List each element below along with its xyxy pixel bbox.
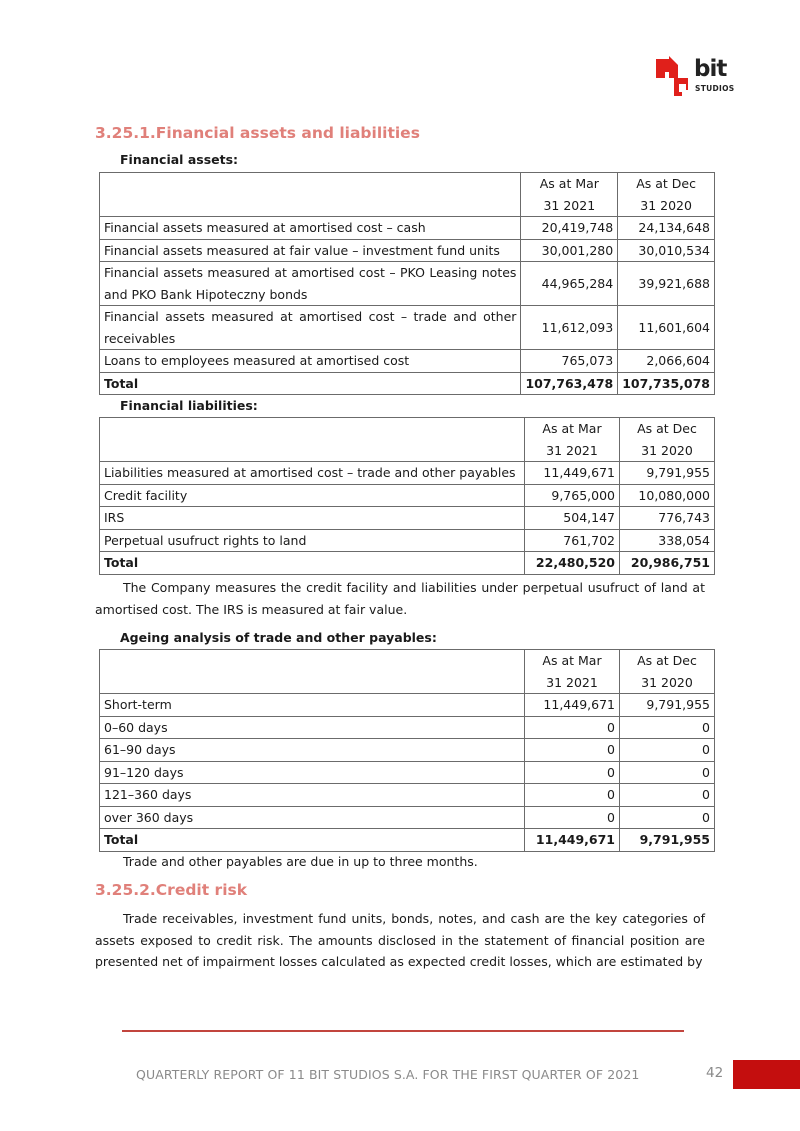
ageing-analysis-label: Ageing analysis of trade and other payables:: [120, 630, 437, 645]
paragraph-measurement-note: The Company measures the credit facility and liabilities under perpetual usufruct of land at amortised cost. The IRS is measured at fair value.: [95, 580, 705, 617]
header-blank: [100, 173, 521, 217]
section-heading-financial-assets-liabilities: 3.25.1.Financial assets and liabilities: [95, 124, 420, 142]
table-row: Liabilities measured at amortised cost – trade and other payables 11,449,671 9,791,955: [100, 462, 715, 485]
header-blank: [100, 650, 525, 694]
header-col-dec-2020: As at Dec 31 2020: [618, 173, 715, 217]
header-col-mar-2021: As at Mar 31 2021: [521, 173, 618, 217]
table-total-row: Total 107,763,478 107,735,078: [100, 372, 715, 395]
table-row: 91–120 days 0 0: [100, 761, 715, 784]
header-blank: [100, 418, 525, 462]
table-total-row: Total 11,449,671 9,791,955: [100, 829, 715, 852]
footer-divider: [122, 1030, 684, 1032]
logo-subtext: STUDIOS: [695, 84, 735, 93]
financial-liabilities-label: Financial liabilities:: [120, 398, 258, 413]
table-row: 0–60 days 0 0: [100, 716, 715, 739]
table-row: Financial assets measured at fair value – investment fund units 30,001,280 30,010,534: [100, 239, 715, 262]
table-row: Short-term 11,449,671 9,791,955: [100, 694, 715, 717]
table-row: Perpetual usufruct rights to land 761,702 338,054: [100, 529, 715, 552]
page-marker-bar: [733, 1060, 800, 1089]
ageing-analysis-table: [99, 649, 715, 852]
paragraph-payables-due: Trade and other payables are due in up to three months.: [123, 854, 478, 869]
table-row: 61–90 days 0 0: [100, 739, 715, 762]
table-row: Credit facility 9,765,000 10,080,000: [100, 484, 715, 507]
section-heading-credit-risk: 3.25.2.Credit risk: [95, 881, 248, 899]
header-col-mar-2021: As at Mar 31 2021: [525, 650, 620, 694]
table-header-row: [100, 173, 715, 217]
logo-wordmark: bit: [694, 56, 727, 82]
table-row: over 360 days 0 0: [100, 806, 715, 829]
table-header-row: [100, 418, 715, 462]
table-header-row: [100, 650, 715, 694]
header-col-dec-2020: As at Dec 31 2020: [620, 650, 715, 694]
financial-assets-label: Financial assets:: [120, 152, 239, 167]
footer-report-title: QUARTERLY REPORT OF 11 BIT STUDIOS S.A. FOR THE FIRST QUARTER OF 2021: [136, 1067, 640, 1082]
paragraph-credit-risk: Trade receivables, investment fund units, bonds, notes, and cash are the key categories of assets exposed to credit risk. The amounts disclosed in the statement of financial position are presented net of impairment losses calculated as expected credit losses, which are estimated by: [95, 911, 705, 969]
table-row: Financial assets measured at amortised cost – trade and other receivables 11,612,093 11,601,604: [100, 306, 715, 350]
header-col-mar-2021: As at Mar 31 2021: [525, 418, 620, 462]
financial-liabilities-table: [99, 417, 715, 575]
table-row: Financial assets measured at amortised cost – cash 20,419,748 24,134,648: [100, 217, 715, 240]
page-number: 42: [706, 1065, 724, 1081]
table-row: Financial assets measured at amortised cost – PKO Leasing notes and PKO Bank Hipoteczny bonds 44,965,284 39,921,688: [100, 262, 715, 306]
financial-assets-table: [99, 172, 715, 395]
table-row: 121–360 days 0 0: [100, 784, 715, 807]
table-row: Loans to employees measured at amortised cost 765,073 2,066,604: [100, 350, 715, 373]
header-col-dec-2020: As at Dec 31 2020: [620, 418, 715, 462]
table-total-row: Total 22,480,520 20,986,751: [100, 552, 715, 575]
table-row: IRS 504,147 776,743: [100, 507, 715, 530]
